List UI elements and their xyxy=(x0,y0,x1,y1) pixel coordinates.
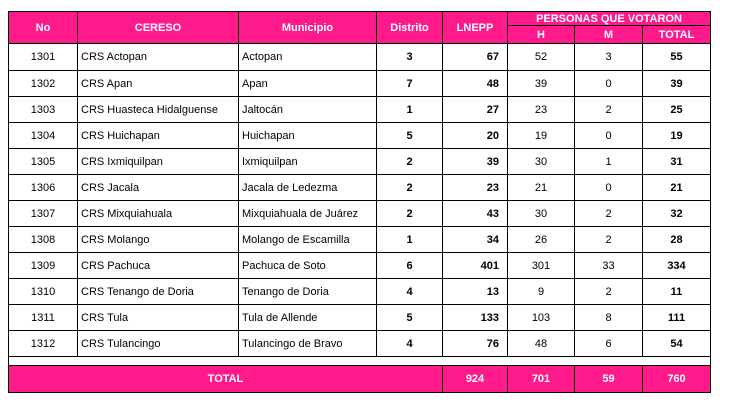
spacer-cell xyxy=(9,357,711,366)
cell-distrito: 6 xyxy=(377,253,443,279)
cell-m: 0 xyxy=(575,175,643,201)
cell-municipio: Huichapan xyxy=(239,123,377,149)
cell-lnepp: 34 xyxy=(443,227,508,253)
cell-h: 26 xyxy=(508,227,575,253)
cell-h: 30 xyxy=(508,149,575,175)
cell-municipio: Ixmiquilpan xyxy=(239,149,377,175)
table-row xyxy=(9,253,711,279)
header-total: TOTAL xyxy=(643,26,711,44)
cell-lnepp: 20 xyxy=(443,123,508,149)
cell-municipio: Pachuca de Soto xyxy=(239,253,377,279)
cell-no: 1304 xyxy=(9,123,78,149)
voting-results-table xyxy=(8,11,711,393)
table-row xyxy=(9,201,711,227)
table-row xyxy=(9,71,711,97)
cell-distrito: 2 xyxy=(377,175,443,201)
cell-h: 19 xyxy=(508,123,575,149)
cell-lnepp: 27 xyxy=(443,97,508,123)
cell-distrito: 5 xyxy=(377,305,443,331)
cell-cereso: CRS Mixquiahuala xyxy=(78,201,239,227)
cell-cereso: CRS Molango xyxy=(78,227,239,253)
cell-municipio: Molango de Escamilla xyxy=(239,227,377,253)
cell-no: 1308 xyxy=(9,227,78,253)
cell-lnepp: 48 xyxy=(443,71,508,97)
cell-h: 39 xyxy=(508,71,575,97)
cell-total: 334 xyxy=(643,253,711,279)
cell-distrito: 4 xyxy=(377,331,443,357)
cell-h: 103 xyxy=(508,305,575,331)
header-h: H xyxy=(508,26,575,44)
cell-distrito: 1 xyxy=(377,97,443,123)
cell-municipio: Tenango de Doria xyxy=(239,279,377,305)
table-row xyxy=(9,123,711,149)
cell-m: 2 xyxy=(575,227,643,253)
cell-no: 1303 xyxy=(9,97,78,123)
header-m: M xyxy=(575,26,643,44)
cell-no: 1311 xyxy=(9,305,78,331)
totals-total: 760 xyxy=(643,366,711,393)
cell-m: 6 xyxy=(575,331,643,357)
cell-lnepp: 43 xyxy=(443,201,508,227)
cell-h: 48 xyxy=(508,331,575,357)
cell-h: 21 xyxy=(508,175,575,201)
cell-h: 301 xyxy=(508,253,575,279)
table-body xyxy=(9,44,711,366)
cell-municipio: Mixquiahuala de Juárez xyxy=(239,201,377,227)
cell-m: 2 xyxy=(575,97,643,123)
totals-h: 701 xyxy=(508,366,575,393)
cell-lnepp: 401 xyxy=(443,253,508,279)
cell-cereso: CRS Pachuca xyxy=(78,253,239,279)
totals-row xyxy=(9,366,711,393)
cell-lnepp: 67 xyxy=(443,44,508,71)
cell-no: 1312 xyxy=(9,331,78,357)
cell-cereso: CRS Apan xyxy=(78,71,239,97)
header-no: No xyxy=(9,12,78,44)
cell-lnepp: 23 xyxy=(443,175,508,201)
cell-total: 21 xyxy=(643,175,711,201)
cell-cereso: CRS Huichapan xyxy=(78,123,239,149)
cell-municipio: Tulancingo de Bravo xyxy=(239,331,377,357)
cell-distrito: 3 xyxy=(377,44,443,71)
cell-distrito: 2 xyxy=(377,149,443,175)
cell-distrito: 5 xyxy=(377,123,443,149)
table-row xyxy=(9,305,711,331)
cell-m: 0 xyxy=(575,71,643,97)
cell-distrito: 4 xyxy=(377,279,443,305)
table-row xyxy=(9,97,711,123)
header-municipio: Municipio xyxy=(239,12,377,44)
cell-distrito: 2 xyxy=(377,201,443,227)
cell-distrito: 1 xyxy=(377,227,443,253)
header-personas-que-votaron: PERSONAS QUE VOTARON xyxy=(508,12,711,26)
cell-total: 19 xyxy=(643,123,711,149)
table-row xyxy=(9,44,711,71)
cell-total: 32 xyxy=(643,201,711,227)
cell-total: 28 xyxy=(643,227,711,253)
totals-label: TOTAL xyxy=(9,366,443,393)
header-lnepp: LNEPP xyxy=(443,12,508,44)
cell-cereso: CRS Tula xyxy=(78,305,239,331)
cell-total: 31 xyxy=(643,149,711,175)
cell-no: 1310 xyxy=(9,279,78,305)
cell-distrito: 7 xyxy=(377,71,443,97)
cell-h: 52 xyxy=(508,44,575,71)
header-cereso: CERESO xyxy=(78,12,239,44)
cell-lnepp: 39 xyxy=(443,149,508,175)
cell-m: 2 xyxy=(575,201,643,227)
totals-m: 59 xyxy=(575,366,643,393)
cell-municipio: Jaltocán xyxy=(239,97,377,123)
cell-no: 1306 xyxy=(9,175,78,201)
cell-cereso: CRS Jacala xyxy=(78,175,239,201)
cell-m: 2 xyxy=(575,279,643,305)
cell-m: 33 xyxy=(575,253,643,279)
table-row xyxy=(9,279,711,305)
cell-municipio: Actopan xyxy=(239,44,377,71)
cell-no: 1309 xyxy=(9,253,78,279)
cell-municipio: Tula de Allende xyxy=(239,305,377,331)
cell-m: 3 xyxy=(575,44,643,71)
cell-cereso: CRS Actopan xyxy=(78,44,239,71)
cell-cereso: CRS Tulancingo xyxy=(78,331,239,357)
header-distrito: Distrito xyxy=(377,12,443,44)
cell-cereso: CRS Huasteca Hidalguense xyxy=(78,97,239,123)
cell-m: 8 xyxy=(575,305,643,331)
cell-lnepp: 133 xyxy=(443,305,508,331)
cell-no: 1301 xyxy=(9,44,78,71)
cell-no: 1307 xyxy=(9,201,78,227)
totals-lnepp: 924 xyxy=(443,366,508,393)
cell-total: 55 xyxy=(643,44,711,71)
cell-no: 1305 xyxy=(9,149,78,175)
cell-h: 23 xyxy=(508,97,575,123)
cell-h: 30 xyxy=(508,201,575,227)
cell-total: 11 xyxy=(643,279,711,305)
table-row xyxy=(9,227,711,253)
cell-total: 111 xyxy=(643,305,711,331)
cell-m: 0 xyxy=(575,123,643,149)
cell-total: 39 xyxy=(643,71,711,97)
cell-h: 9 xyxy=(508,279,575,305)
spacer-row xyxy=(9,357,711,366)
cell-no: 1302 xyxy=(9,71,78,97)
cell-m: 1 xyxy=(575,149,643,175)
cell-lnepp: 13 xyxy=(443,279,508,305)
cell-total: 54 xyxy=(643,331,711,357)
cell-total: 25 xyxy=(643,97,711,123)
cell-cereso: CRS Ixmiquilpan xyxy=(78,149,239,175)
table-row xyxy=(9,331,711,357)
cell-lnepp: 76 xyxy=(443,331,508,357)
table-row xyxy=(9,175,711,201)
cell-municipio: Jacala de Ledezma xyxy=(239,175,377,201)
table-row xyxy=(9,149,711,175)
cell-municipio: Apan xyxy=(239,71,377,97)
cell-cereso: CRS Tenango de Doria xyxy=(78,279,239,305)
